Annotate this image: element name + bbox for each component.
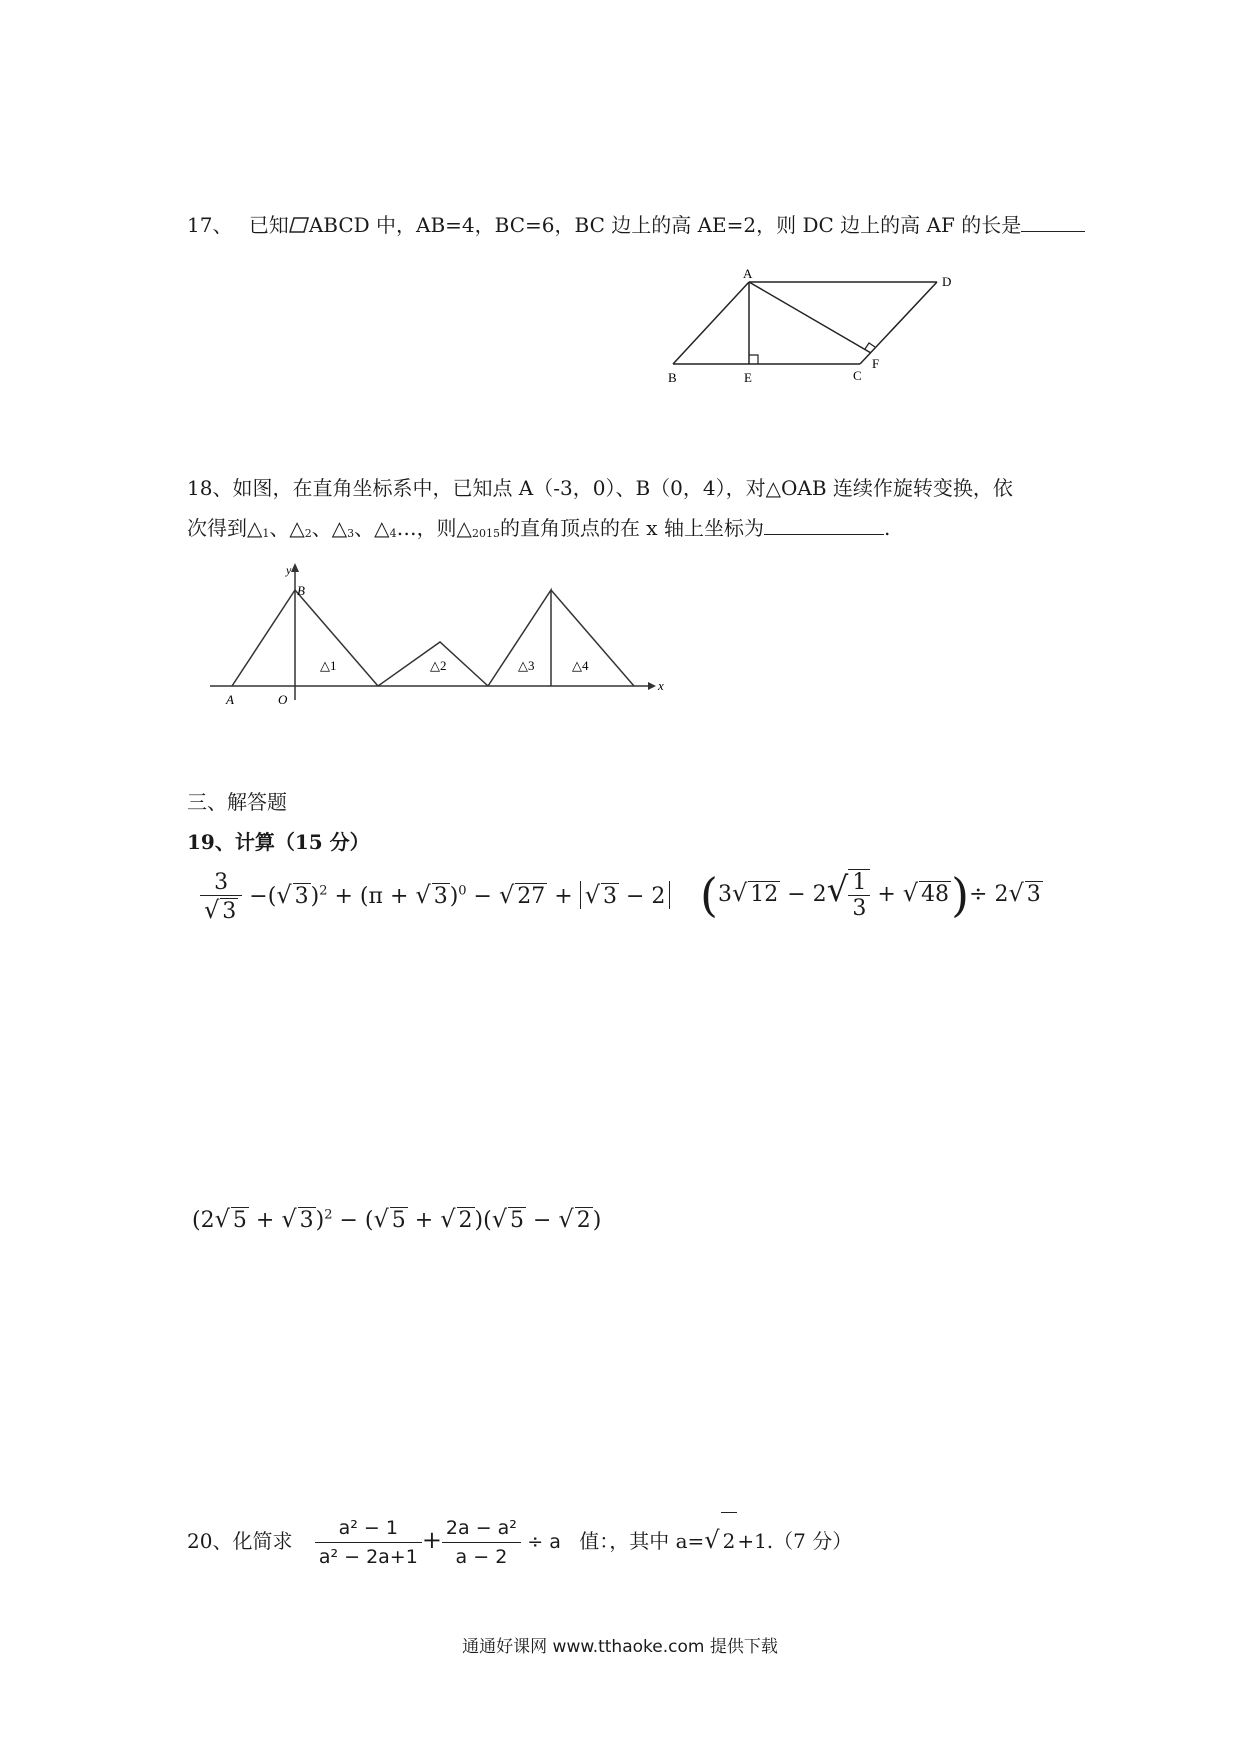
q18-label-t4: △4 (572, 658, 589, 673)
q20-root: 2 (721, 1512, 738, 1569)
q19-e3-c: ) (315, 1208, 325, 1233)
q19-e3-sup: 2 (324, 1207, 333, 1223)
q17-prefix: 已知 (248, 213, 289, 237)
q18-sub-3: 3 (347, 527, 355, 540)
q19-expr3: (2√ 5 + √ 3)$^2$ − (√ 5 + √ 2)(√ 5 − √ 2) (192, 1205, 602, 1233)
q19-e1-num: 3 (214, 870, 229, 895)
q19-e1-t2: ) (310, 884, 320, 909)
q20-plus: + (421, 1526, 442, 1554)
q19-e3-d: − ( (332, 1208, 374, 1233)
q19-e1-t1: −( (249, 884, 277, 909)
q18-figure (200, 560, 670, 710)
q19-e3-b: + (248, 1208, 282, 1233)
section3-title: 三、解答题 (187, 790, 287, 814)
q19-e3-a: (2 (192, 1208, 215, 1233)
q17-number: 17、 (187, 213, 233, 237)
q19-e3-g: − (525, 1208, 559, 1233)
q17-label-c: C (853, 368, 862, 383)
q18-line1: 18、如图，在直角坐标系中，已知点 A（-3，0）、B（0，4），对△OAB 连续作旋转变换，依 (187, 476, 1013, 500)
q19-e3-e: + (407, 1208, 441, 1233)
q18-sub-2015: 2015 (471, 527, 500, 540)
q19-e1-t4: ) (449, 884, 459, 909)
q19-e3-h: ) (592, 1208, 602, 1233)
q17-answer-blank (1021, 231, 1085, 232)
q18-label-t3: △3 (518, 658, 535, 673)
q19-e1-r3: 27 (517, 884, 546, 909)
q19-expr1: $\frac{3}{√ 3}$ −(√ 3)$^2$ + (π + √ 3)$^0$ − √ 27 + √ 3 − 2 (200, 870, 670, 924)
q20-f2-den: a − 2 (442, 1542, 521, 1571)
q19-e1-r1: 3 (294, 884, 309, 909)
q19-e2-a: 3 (717, 882, 732, 907)
q19-e2-r3: 3 (1026, 882, 1041, 907)
q19-e1-t5: − (466, 884, 499, 909)
q17-body: ABCD 中，AB=4，BC=6，BC 边上的高 AE=2，则 DC 边上的高 AF 的长是 (308, 213, 1022, 237)
parallelogram-icon (289, 217, 309, 233)
q20-f2-num: 2a − a² (445, 1517, 517, 1539)
q19-e2-d: ÷ 2 (969, 882, 1009, 907)
q19-e2-r2: 48 (921, 882, 950, 907)
q19-e2-c: + (870, 882, 903, 907)
footer-text: 通通好课网 www.tthaoke.com 提供下载 (462, 1637, 778, 1657)
q20-f1-num: a² − 1 (338, 1517, 398, 1539)
q19-e3-r5: 5 (509, 1208, 524, 1233)
q20-div: ÷ a (527, 1531, 561, 1553)
q19-e2-fd: 3 (848, 895, 870, 921)
q19-e1-sup2: 2 (319, 883, 328, 899)
q19-e1-den: 3 (222, 899, 237, 924)
q18-text-e: …，则△ (396, 516, 472, 540)
q19-e1-sup0: 0 (458, 883, 467, 899)
q18-line2 (187, 508, 890, 554)
q20-label: 20、化简求 (187, 1529, 293, 1553)
q17-label-e: E (744, 370, 752, 385)
q19-e3-r6: 2 (576, 1208, 591, 1233)
q18-label-t1: △1 (320, 658, 337, 673)
q19-e2-b: − 2 (780, 882, 827, 907)
q18-label-a: A (226, 692, 234, 707)
q18-text-f: 的直角顶点的在 x 轴上坐标为 (499, 516, 764, 540)
q18-text-a: 次得到△ (187, 516, 263, 540)
q18-text-end: . (883, 516, 891, 540)
q17-label-f: F (872, 356, 880, 371)
q18-text-b: 、△ (269, 516, 305, 540)
q18-sub-2: 2 (304, 527, 312, 540)
q19-e1-abs-r: 3 (603, 884, 617, 909)
q19-e3-r2: 3 (299, 1208, 314, 1233)
q17-label-a: A (743, 268, 753, 281)
q17-text (187, 205, 1085, 245)
q19-e3-r1: 5 (232, 1208, 247, 1233)
q18-text-c: 、△ (311, 516, 348, 540)
q18-text-d: 、△ (354, 516, 390, 540)
q19-title: 19、计算（15 分） (187, 830, 370, 854)
q18-answer-blank (764, 534, 884, 535)
q19-e1-abs: √ 3 − 2 (580, 881, 671, 909)
q19-e2-r1: 12 (750, 882, 779, 907)
q20-f1-den: a² − 2a+1 (315, 1542, 422, 1571)
q18-label-t2: △2 (430, 658, 447, 673)
q19-e1-t3: + (π + (327, 884, 416, 909)
q20-line: 20、化简求 $\frac{\text{a² − 1}}{\text{a² − 2a+1}}$ + $\frac{\text{2a − a²}}{a - 2}$ ÷ a 值：，其中 a=√ 2 +1.（7 分） (187, 1512, 852, 1571)
q18-label-y: y (286, 563, 292, 577)
q19-e1-abs-t: − 2 (619, 884, 666, 909)
q17-label-d: D (942, 274, 952, 289)
q19-expr2: (3√ 12 − 2√ $\frac{1}{3}$ + √ 48)÷ 2√ 3 (700, 868, 1041, 922)
q20-tail2: +1.（7 分） (737, 1529, 853, 1553)
q20-tail: 值：，其中 a= (579, 1529, 705, 1553)
q19-e2-fn: 1 (852, 870, 867, 895)
q19-e1-t6: + (547, 884, 580, 909)
q18-label-x: x (658, 678, 664, 693)
q17-label-b: B (668, 370, 677, 385)
q19-e1-r2: 3 (433, 884, 448, 909)
q19-e3-f: )( (474, 1208, 492, 1233)
q19-e3-r4: 2 (458, 1208, 473, 1233)
q18-label-b: B (297, 583, 305, 598)
q18-sub-4: 4 (389, 527, 397, 540)
q18-label-o: O (278, 692, 288, 707)
q17-figure (660, 268, 980, 388)
q18-sub-1: 1 (262, 527, 270, 540)
q19-e3-r3: 5 (391, 1208, 406, 1233)
